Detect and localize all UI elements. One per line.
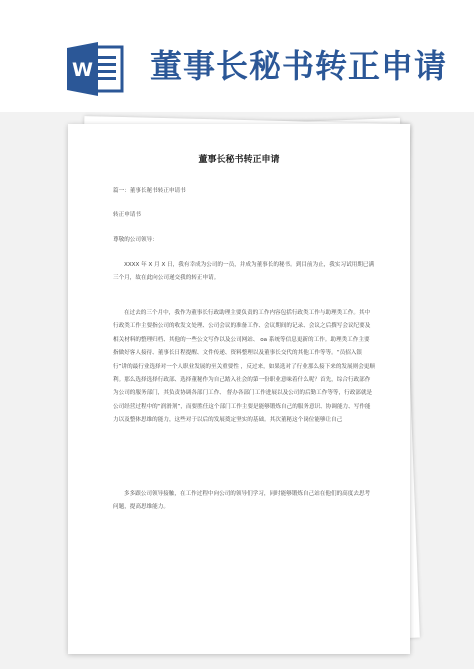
document-title: 董事长秘书转正申请 xyxy=(198,155,280,165)
paragraph-body: 多多跟公司领导接触，在工作过程中向公司的领导们学习，同时能够锻炼自己站在他们的高度去思考问题，提高思维能力。 xyxy=(113,491,371,511)
word-icon xyxy=(64,38,126,100)
paragraph-body: 在过去的三个月中，我作为董事长行政助理主要负责的工作内容包括行政类工作与助理类工作。其中行政类工作主要指公司的收发文处理、公司会议的准备工作、会议期间的记录、会议之后撰写会议纪要及相关材料的整理归档、其他的一些公文写作以及公司网站、 oa 系统等信息更新的工作。助理类工作主要指做好客人接待、董事长日程提醒、文件传递、资料整理以及董事长交代的其他工作等等。“员招入银行”讲的最行业选择对一个人职业发展的至关重要性 ，反过来，如果选对了行业那么接下来的发展则会更顺利。那么选择选择行政部、选择董秘作为自己踏入社会的第一份职业意味着什么呢？首先，综合行政部作为公司的服务部门，其负责协调各部门工作、 督办各部门工作进展以及公司的后勤工作等等，行政部就是公司经营过程中的“润滑剂”，而要胜任这个部门工作主要是能够锻炼自己的服务意识、协调能力、写作能力以及整体思维的能力，这些对于以后的发展奠定坚实的基础。其次董秘这个岗位能够让自己 xyxy=(113,310,375,424)
paragraph-subject: 转正申请书 xyxy=(113,212,141,218)
paragraph-salutation: 尊敬的公司领导： xyxy=(113,237,158,243)
paragraph-body: XXXX 年 X 月 X 日，我有幸成为公司的一员，并成为董事长的秘书。到目前为止，我实习试用期已满三个月，故在此向公司递交我的转正申请。 xyxy=(113,262,375,282)
paragraph-heading: 篇一：董事长秘书转正申请书 xyxy=(113,188,186,194)
header-banner xyxy=(0,0,474,112)
svg-text:W: W xyxy=(72,59,93,81)
banner-title: 董事长秘书转正申请 xyxy=(150,47,448,85)
document-page xyxy=(68,124,410,654)
